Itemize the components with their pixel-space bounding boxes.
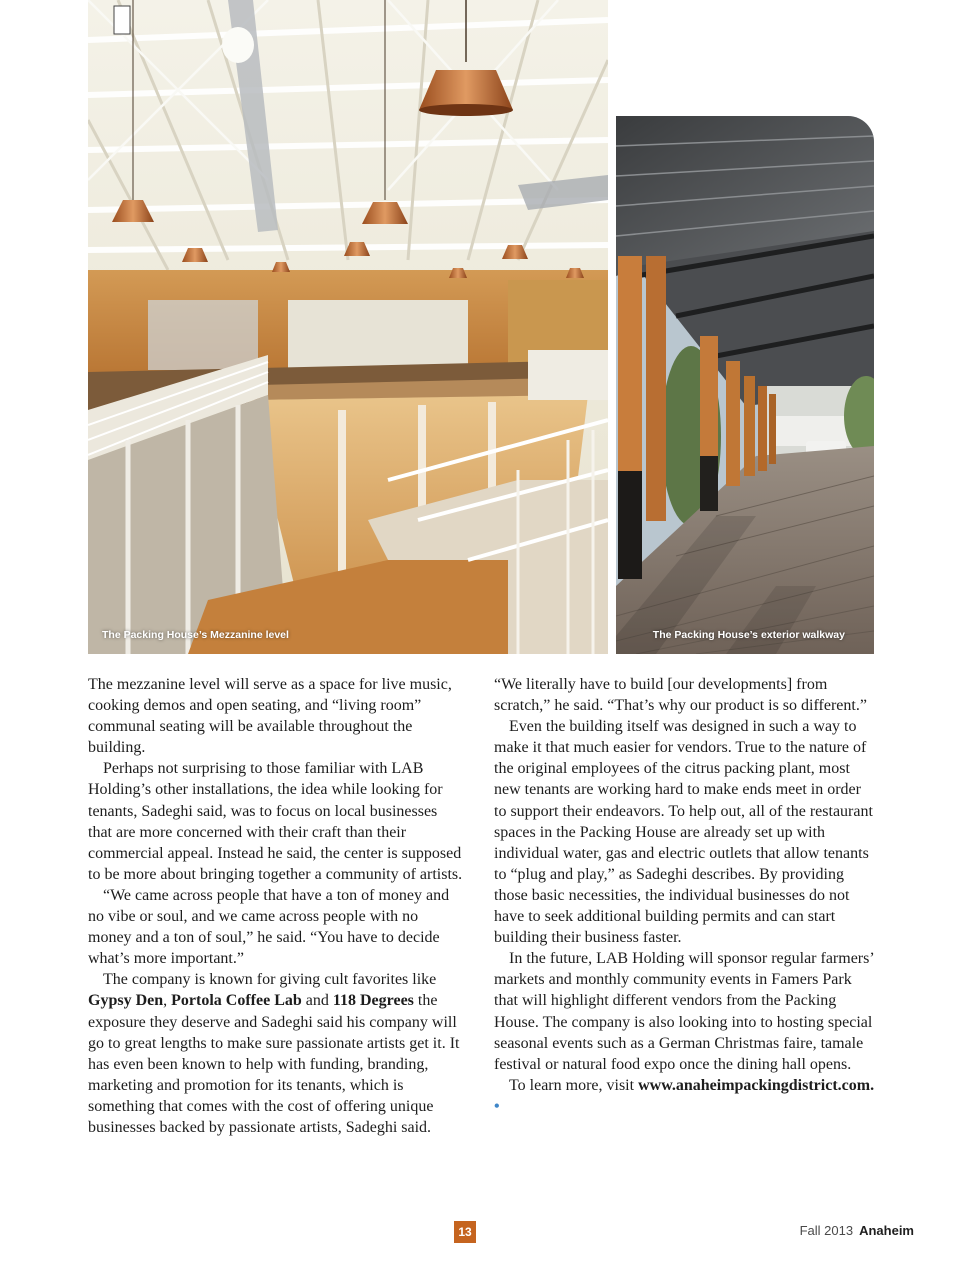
- paragraph-building-design: Even the building itself was designed in such a way to make it that much easier for vendors. True to the nature of the original employees of the citrus packing plant, most new tenants are working hard to make ends meet in order to support their endeavors. To help out, all of the restaurant spaces in the Packing House are already set up with individual water, gas and electric outlets that allow tenants to “plug and play,” as Sadeghi describes. By providing those basic necessities, the individual businesses do not have to seek additional building permits and can start building their business faster.: [494, 718, 873, 947]
- cult-text-3: and: [301, 992, 333, 1010]
- magazine-name: Anaheim: [859, 1223, 914, 1238]
- tenant-118-degrees: 118 Degrees: [332, 992, 414, 1010]
- tenant-gypsy-den: Gypsy Den: [88, 992, 164, 1010]
- cult-text-4: the exposure they deserve and Sadeghi said his company will go to great lengths to make sure passionate artists get it. It has even been known to help with funding, branding, marketing and promotion for its tenants, which is something that comes with the cost of offering unique businesses backed by passionate artists, Sadeghi said.: [88, 992, 460, 1136]
- paragraph-future-events: In the future, LAB Holding will sponsor regular farmers’ markets and monthly community events in Famers Park that will highlight different vendors from the Packing House. The company is also looking into to hosting special seasonal events such as a German Christmas faire, tamale festival or natural food expo once the dining hall opens.: [494, 950, 874, 1073]
- mezzanine-photo: [88, 0, 608, 654]
- paragraph-learn-more: [494, 1075, 876, 1117]
- walkway-photo: [616, 116, 874, 654]
- walkway-photo-illustration: [616, 116, 874, 654]
- walkway-photo-caption: The Packing House’s exterior walkway: [652, 629, 845, 641]
- paragraph-quote-soul: “We came across people that have a ton of money and no vibe or soul, and we came across people with no money and a ton of soul,” he said. “You have to decide what’s more important.”: [88, 886, 450, 968]
- cult-text-2: ,: [163, 992, 172, 1010]
- mezzanine-photo-caption: The Packing House’s Mezzanine level: [102, 629, 289, 641]
- issue-date: Fall 2013: [799, 1223, 854, 1238]
- cult-text-1: The company is known for giving cult favorites like: [103, 971, 437, 989]
- article-right-column: [494, 674, 876, 1117]
- page-number: 13: [454, 1221, 476, 1243]
- learn-more-text: To learn more, visit: [509, 1076, 639, 1094]
- footer-issue: [800, 1223, 914, 1238]
- article-left-column: [88, 674, 464, 1138]
- paragraph-mezzanine: The mezzanine level will serve as a space for live music, cooking demos and open seating, and “living room” communal seating will be available throughout the building.: [88, 676, 452, 757]
- paragraph-quote-scratch: “We literally have to build [our developments] from scratch,” he said. “That’s why our product is so different.”: [494, 676, 867, 715]
- end-bullet-icon: •: [494, 1097, 500, 1115]
- learn-more-period: .: [870, 1076, 875, 1094]
- tenant-portola-coffee-lab: Portola Coffee Lab: [171, 992, 302, 1010]
- mezzanine-photo-illustration: [88, 0, 608, 654]
- paragraph-tenants: Perhaps not surprising to those familiar with LAB Holding’s other installations, the idea while looking for tenants, Sadeghi said, was to focus on local businesses that are more concerned with their craft than their commercial appeal. Instead he said, the center is supposed to be more about bringing together a community of artists.: [88, 760, 463, 883]
- paragraph-cult-favorites: [88, 969, 464, 1138]
- website-link[interactable]: www.anaheimpackingdistrict.com: [638, 1076, 871, 1094]
